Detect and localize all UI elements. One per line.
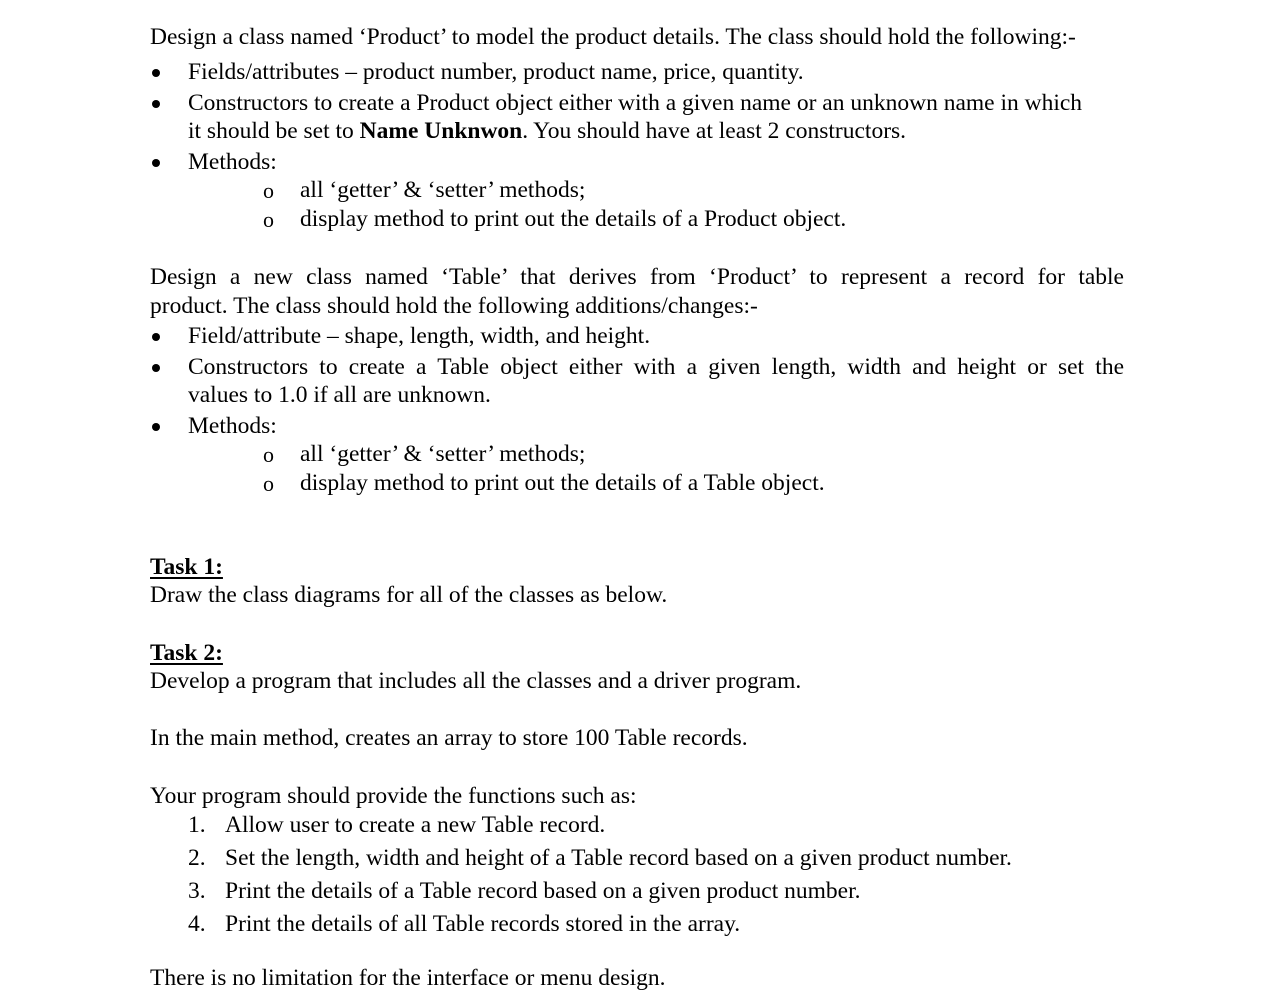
table-intro-line1: Design a new class named ‘Table’ that derives from ‘Product’ to represent a record for table [150,264,1124,290]
functions-intro: Your program should provide the functions such as: [150,783,637,809]
list-item: Set the length, width and height of a Table record based on a given product number. [225,845,1012,871]
bullet-icon [150,97,162,109]
bullet-icon [150,330,162,342]
sub-bullet-icon: o [263,207,274,232]
product-fields-item: Fields/attributes – product number, product name, price, quantity. [188,59,804,85]
task1-text: Draw the class diagrams for all of the classes as below. [150,582,668,608]
bullet-icon [150,361,162,373]
table-constructors-line2: values to 1.0 if all are unknown. [188,382,491,408]
product-constructors-line2: it should be set to Name Unknwon. You should have at least 2 constructors. [188,118,907,144]
closing-text: There is no limitation for the interface or menu design. [150,965,666,991]
product-getter-setter: all ‘getter’ & ‘setter’ methods; [300,177,586,203]
list-item: Allow user to create a new Table record. [225,812,606,838]
table-intro-line2: product. The class should hold the following additions/changes:- [150,293,758,319]
task2-heading: Task 2: [150,640,223,666]
list-number: 4. [188,911,206,937]
table-fields-item: Field/attribute – shape, length, width, and height. [188,323,651,349]
table-constructors-line1: Constructors to create a Table object either with a given length, width and height or set the [188,354,1124,380]
product-display-method: display method to print out the details of a Product object. [300,206,847,232]
intro-paragraph: Design a class named ‘Product’ to model the product details. The class should hold the following:- [150,24,1076,50]
task1-heading: Task 1: [150,554,223,580]
list-number: 3. [188,878,206,904]
sub-bullet-icon: o [263,442,274,467]
bullet-icon [150,156,162,168]
bullet-icon [150,66,162,78]
name-unknown-bold: Name Unknwon [359,118,523,144]
main-method-text: In the main method, creates an array to store 100 Table records. [150,725,748,751]
list-item: Print the details of a Table record based on a given product number. [225,878,861,904]
list-item: Print the details of all Table records stored in the array. [225,911,741,937]
sub-bullet-icon: o [263,178,274,203]
table-getter-setter: all ‘getter’ & ‘setter’ methods; [300,441,586,467]
product-methods-item: Methods: [188,149,277,175]
bullet-icon [150,420,162,432]
list-number: 2. [188,845,206,871]
product-constructors-line1: Constructors to create a Product object either with a given name or an unknown name in which [188,90,1083,116]
sub-bullet-icon: o [263,471,274,496]
table-display-method: display method to print out the details of a Table object. [300,470,825,496]
list-number: 1. [188,812,206,838]
task2-text: Develop a program that includes all the classes and a driver program. [150,668,802,694]
table-methods-item: Methods: [188,413,277,439]
